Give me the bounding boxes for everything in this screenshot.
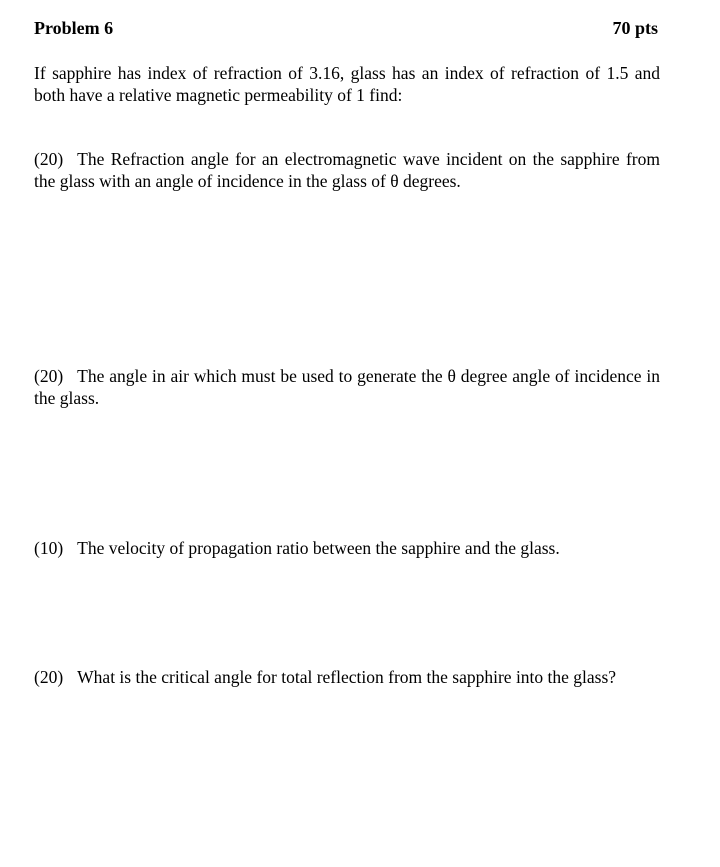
question-points: (20): [34, 366, 64, 386]
question-text: The angle in air which must be used to generate the θ degree angle of incidence in the glass.: [34, 366, 660, 408]
question-1: [34, 148, 660, 192]
question-2: [34, 365, 660, 409]
question-4: [34, 666, 660, 688]
question-3: [34, 537, 660, 559]
question-text: The velocity of propagation ratio between the sapphire and the glass.: [77, 538, 560, 558]
question-points: (20): [34, 667, 64, 687]
question-points: (20): [34, 149, 64, 169]
question-text: The Refraction angle for an electromagnetic wave incident on the sapphire from the glass with an angle of incidence in the glass of θ degrees.: [34, 149, 660, 191]
problem-points: 70 pts: [612, 18, 658, 38]
problem-intro: If sapphire has index of refraction of 3.16, glass has an index of refraction of 1.5 and both have a relative magnetic permeability of 1 find:: [34, 63, 660, 105]
question-points: (10): [34, 538, 64, 558]
problem-header: [34, 18, 658, 39]
question-text: What is the critical angle for total reflection from the sapphire into the glass?: [77, 667, 617, 687]
problem-title: Problem 6: [34, 18, 114, 38]
